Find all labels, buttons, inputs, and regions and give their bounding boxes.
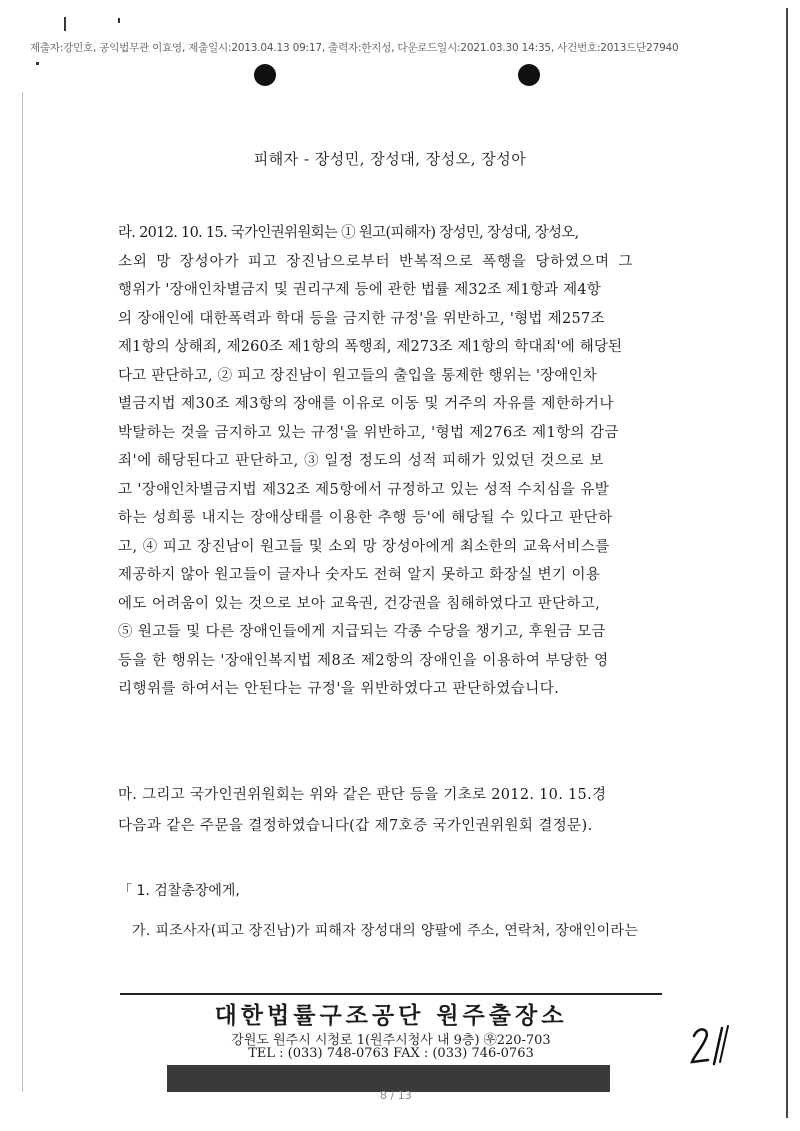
paragraph-line: 박탈하는 것을 금지하고 있는 규정'을 위반하고, '형법 제276조 제1항의 감금 bbox=[118, 424, 619, 441]
paragraph-line: 고 '장애인차별금지법 제32조 제5항에서 규정하고 있는 성적 수치심을 유발 bbox=[118, 481, 610, 498]
scan-speck bbox=[64, 17, 66, 31]
punch-hole-right bbox=[518, 64, 540, 86]
paragraph-line: 소외 망 장성아가 피고 장진남으로부터 반복적으로 폭행을 당하였으며 그 bbox=[118, 253, 634, 270]
paragraph-line: 별금지법 제30조 제3항의 장애를 이유로 이동 및 거주의 자유를 제한하거나 bbox=[118, 396, 614, 412]
paragraph-ra bbox=[118, 219, 678, 704]
scan-border-right bbox=[786, 8, 788, 1118]
footer-divider bbox=[120, 993, 662, 995]
footer-contact: TEL : (033) 748-0763 FAX : (033) 746-0763 bbox=[248, 1046, 534, 1061]
paragraph-line: 마. 그리고 국가인권위원회는 위와 같은 판단 등을 기초로 2012. 10. 15.경 bbox=[118, 787, 607, 803]
quoted-order-item: 가. 피조사자(피고 장진남)가 피해자 장성대의 양팔에 주소, 연락처, 장애인이라는 bbox=[132, 923, 639, 939]
paragraph-line: 의 장애인에 대한폭력과 학대 등을 금지한 규정'을 위반하고, '형법 제257조 bbox=[118, 310, 605, 327]
quoted-order-heading: 「 1. 검찰총장에게, bbox=[118, 883, 240, 899]
paragraph-line: ⑤ 원고들 및 다른 장애인들에게 지급되는 각종 수당을 챙기고, 후원금 모금 bbox=[118, 624, 606, 640]
paragraph-line: 하는 성희롱 내지는 장애상태를 이용한 추행 등'에 해당될 수 있다고 판단하 bbox=[118, 510, 613, 526]
footer-address: 강원도 원주시 시청로 1(원주시청사 내 9층) ㉾220-703 bbox=[231, 1033, 551, 1048]
paragraph-line: 제1항의 상해죄, 제260조 제1항의 폭행죄, 제273조 제1항의 학대죄'에 해당된 bbox=[118, 339, 623, 355]
paragraph-line: 죄'에 해당된다고 판단하고, ③ 일정 정도의 성적 피해가 있었던 것으로 보 bbox=[118, 453, 604, 469]
paragraph-line: 제공하지 않아 원고들이 글자나 숫자도 전혀 알지 못하고 화장실 변기 이용 bbox=[118, 567, 601, 583]
paragraph-line: 다고 판단하고, ② 피고 장진남이 원고들의 출입을 통제한 행위는 '장애인차 bbox=[118, 367, 597, 384]
punch-hole-left bbox=[254, 64, 276, 86]
scan-scratch-left bbox=[22, 92, 23, 1092]
scan-speck bbox=[118, 18, 120, 23]
paragraph-line: 리행위를 하여서는 안된다는 규정'을 위반하였다고 판단하였습니다. bbox=[118, 681, 560, 697]
paragraph-line: 라. 2012. 10. 15. 국가인권위원회는 ① 원고(피해자) 장성민, 장성대, 장성오, bbox=[118, 225, 579, 241]
page-number: 8 / 13 bbox=[380, 1089, 412, 1102]
paragraph-line: 행위가 '장애인차별금지 및 권리구제 등에 관한 법률 제32조 제1항과 제4항 bbox=[118, 282, 601, 298]
footer-dark-band bbox=[167, 1065, 610, 1092]
victims-heading: 피해자 - 장성민, 장성대, 장성오, 장성아 bbox=[253, 150, 527, 168]
paragraph-line: 다음과 같은 주문을 결정하였습니다(갑 제7호증 국가인권위원회 결정문). bbox=[118, 818, 593, 834]
paragraph-ma bbox=[118, 780, 678, 842]
paragraph-line: 고, ④ 피고 장진남이 원고들 및 소외 망 장성아에게 최소한의 교육서비스를 bbox=[118, 538, 610, 555]
submission-metadata: 제출자:강민호, 공익법무관 이효영, 제출일시:2013.04.13 09:17, 출력자:한지성, 다운로드일시:2021.03.30 14:35, 사건번호:2013드단27940 bbox=[30, 42, 679, 54]
handwritten-signature bbox=[688, 1022, 738, 1066]
paragraph-line: 등을 한 행위는 '장애인복지법 제8조 제2항의 장애인을 이용하여 부당한 영 bbox=[118, 652, 609, 669]
paragraph-line: 에도 어려움이 있는 것으로 보아 교육권, 건강권을 침해하였다고 판단하고, bbox=[118, 595, 601, 612]
scan-speck bbox=[36, 62, 39, 65]
footer-organization: 대한법률구조공단 원주출장소 bbox=[214, 1002, 568, 1029]
